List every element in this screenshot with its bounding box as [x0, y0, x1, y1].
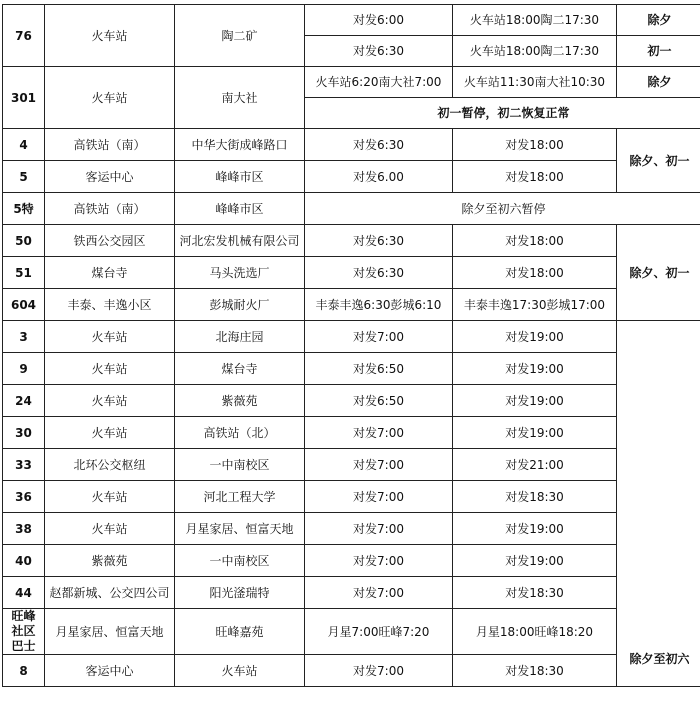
service-note: 初一暂停，初二恢复正常: [305, 98, 700, 129]
table-row: [3, 161, 700, 193]
start-station: 客运中心: [45, 161, 175, 193]
table-row: [3, 513, 700, 545]
route-number: 40: [3, 545, 45, 577]
table-row: [3, 655, 700, 687]
last-bus: 对发19:00: [453, 353, 617, 385]
end-station: 一中南校区: [175, 545, 305, 577]
first-bus: 对发7:00: [305, 417, 453, 449]
start-station: 火车站: [45, 321, 175, 353]
table-row: [3, 545, 700, 577]
route-number: 301: [3, 67, 45, 129]
last-bus: 对发21:00: [453, 449, 617, 481]
first-bus: 火车站6:20南大社7:00: [305, 67, 453, 98]
end-station: 旺峰嘉苑: [175, 609, 305, 655]
last-bus: 对发18:30: [453, 481, 617, 513]
end-station: 阳光滏瑞特: [175, 577, 305, 609]
start-station: 高铁站（南）: [45, 193, 175, 225]
first-bus: 对发6:30: [305, 129, 453, 161]
end-station: 北海庄园: [175, 321, 305, 353]
table-row: [3, 225, 700, 257]
route-number: 76: [3, 5, 45, 67]
last-bus: 对发19:00: [453, 513, 617, 545]
start-station: 火车站: [45, 5, 175, 67]
service-period: 除夕、初一: [617, 129, 700, 193]
table-row: [3, 129, 700, 161]
route-number: 5特: [3, 193, 45, 225]
first-bus: 对发6:30: [305, 225, 453, 257]
table-row: [3, 193, 700, 225]
route-number: 36: [3, 481, 45, 513]
table-row: [3, 609, 700, 655]
last-bus: 丰泰丰逸17:30彭城17:00: [453, 289, 617, 321]
end-station: 峰峰市区: [175, 161, 305, 193]
route-number: 3: [3, 321, 45, 353]
start-station: 客运中心: [45, 655, 175, 687]
start-station: 火车站: [45, 67, 175, 129]
bus-schedule-table: [2, 4, 700, 687]
route-number: 30: [3, 417, 45, 449]
end-station: 月星家居、恒富天地: [175, 513, 305, 545]
table-row: [3, 577, 700, 609]
start-station: 火车站: [45, 417, 175, 449]
service-period: 除夕: [617, 5, 700, 36]
first-bus: 对发7:00: [305, 321, 453, 353]
route-number: 44: [3, 577, 45, 609]
last-bus: 对发18:00: [453, 257, 617, 289]
route-number: 33: [3, 449, 45, 481]
route-number: 旺峰社区巴士: [3, 609, 45, 655]
start-station: 赵都新城、公交四公司: [45, 577, 175, 609]
start-station: 紫薇苑: [45, 545, 175, 577]
service-period: 除夕、初一: [617, 225, 700, 321]
first-bus: 对发6:50: [305, 385, 453, 417]
end-station: 河北宏发机械有限公司: [175, 225, 305, 257]
first-bus: 对发6:00: [305, 5, 453, 36]
table-row: [3, 5, 700, 36]
start-station: 火车站: [45, 385, 175, 417]
route-number: 604: [3, 289, 45, 321]
first-bus: 对发6:30: [305, 36, 453, 67]
route-number: 38: [3, 513, 45, 545]
end-station: 高铁站（北）: [175, 417, 305, 449]
start-station: 火车站: [45, 481, 175, 513]
start-station: 铁西公交园区: [45, 225, 175, 257]
route-number: 24: [3, 385, 45, 417]
last-bus: 对发19:00: [453, 385, 617, 417]
start-station: 火车站: [45, 353, 175, 385]
start-station: 煤台寺: [45, 257, 175, 289]
table-row: [3, 289, 700, 321]
start-station: 火车站: [45, 513, 175, 545]
service-period: 除夕: [617, 67, 700, 98]
end-station: 中华大街成峰路口: [175, 129, 305, 161]
route-number: 51: [3, 257, 45, 289]
last-bus: 对发18:00: [453, 161, 617, 193]
first-bus: 对发6.00: [305, 161, 453, 193]
first-bus: 丰泰丰逸6:30彭城6:10: [305, 289, 453, 321]
first-bus: 对发7:00: [305, 513, 453, 545]
first-bus: 对发7:00: [305, 655, 453, 687]
table-row: [3, 67, 700, 98]
table-row: [3, 353, 700, 385]
first-bus: 月星7:00旺峰7:20: [305, 609, 453, 655]
end-station: 一中南校区: [175, 449, 305, 481]
end-station: 南大社: [175, 67, 305, 129]
route-number: 50: [3, 225, 45, 257]
end-station: 煤台寺: [175, 353, 305, 385]
first-bus: 对发6:50: [305, 353, 453, 385]
route-number: 8: [3, 655, 45, 687]
last-bus: 对发19:00: [453, 545, 617, 577]
start-station: 北环公交枢纽: [45, 449, 175, 481]
start-station: 月星家居、恒富天地: [45, 609, 175, 655]
end-station: 河北工程大学: [175, 481, 305, 513]
last-bus: 对发18:00: [453, 225, 617, 257]
table-row: [3, 417, 700, 449]
end-station: 彭城耐火厂: [175, 289, 305, 321]
last-bus: 对发18:30: [453, 655, 617, 687]
service-note: 除夕至初六暂停: [305, 193, 700, 225]
last-bus: 火车站18:00陶二17:30: [453, 5, 617, 36]
first-bus: 对发7:00: [305, 577, 453, 609]
table-row: [3, 449, 700, 481]
end-station: 火车站: [175, 655, 305, 687]
last-bus: 对发18:00: [453, 129, 617, 161]
route-number: 9: [3, 353, 45, 385]
last-bus: 对发19:00: [453, 321, 617, 353]
table-row: [3, 257, 700, 289]
table-row: [3, 481, 700, 513]
start-station: 丰泰、丰逸小区: [45, 289, 175, 321]
last-bus: 对发19:00: [453, 417, 617, 449]
table-row: [3, 385, 700, 417]
service-period: 初一: [617, 36, 700, 67]
first-bus: 对发7:00: [305, 449, 453, 481]
start-station: 高铁站（南）: [45, 129, 175, 161]
route-number: 4: [3, 129, 45, 161]
end-station: 马头洗选厂: [175, 257, 305, 289]
last-bus: 月星18:00旺峰18:20: [453, 609, 617, 655]
end-station: 峰峰市区: [175, 193, 305, 225]
first-bus: 对发6:30: [305, 257, 453, 289]
table-row: [3, 321, 700, 353]
last-bus: 火车站18:00陶二17:30: [453, 36, 617, 67]
service-period: 除夕至初六: [617, 321, 700, 687]
last-bus: 火车站11:30南大社10:30: [453, 67, 617, 98]
first-bus: 对发7:00: [305, 481, 453, 513]
last-bus: 对发18:30: [453, 577, 617, 609]
end-station: 紫薇苑: [175, 385, 305, 417]
end-station: 陶二矿: [175, 5, 305, 67]
first-bus: 对发7:00: [305, 545, 453, 577]
route-number: 5: [3, 161, 45, 193]
